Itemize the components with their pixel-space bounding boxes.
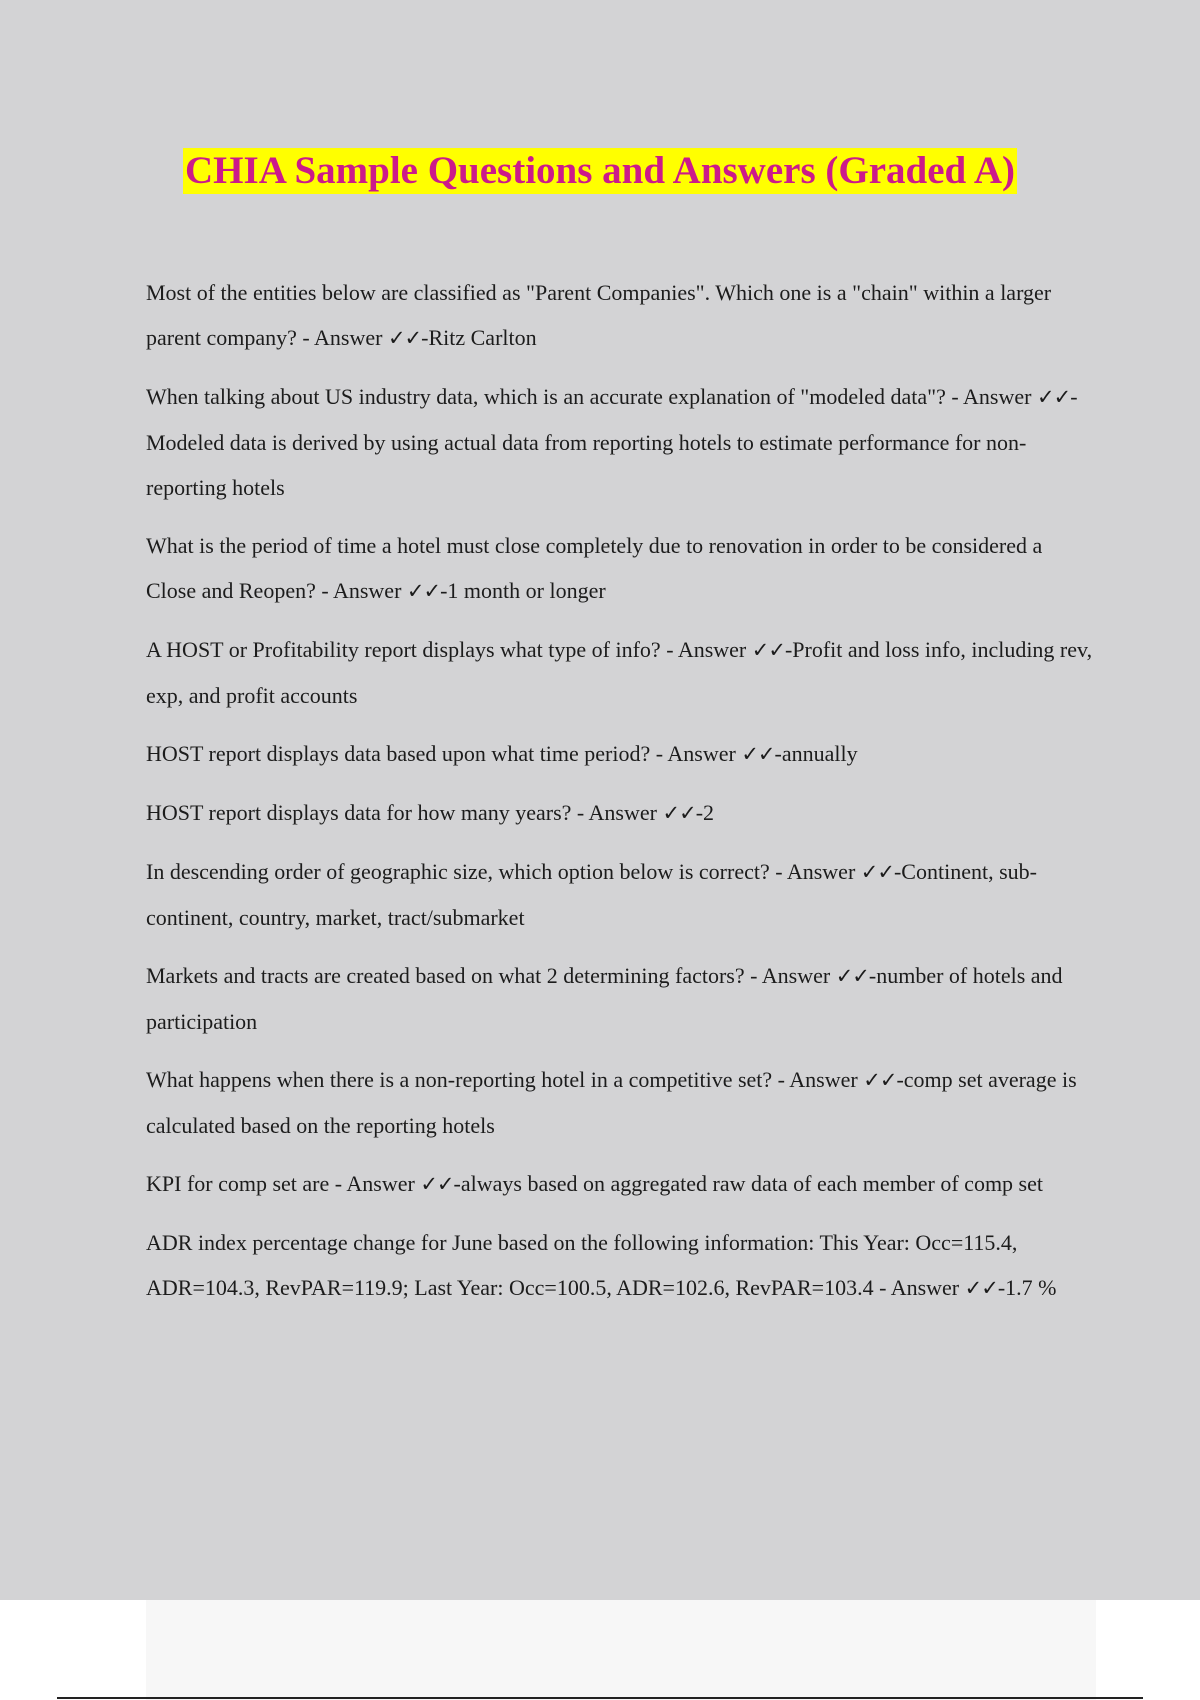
question-text: KPI for comp set are - xyxy=(146,1171,347,1196)
answer-text: -always based on aggregated raw data of each member of comp set xyxy=(453,1171,1043,1196)
qa-item xyxy=(146,790,1096,836)
answer-text: -annually xyxy=(774,741,858,766)
title-container xyxy=(0,148,1200,194)
answer-text: -1 month or longer xyxy=(440,578,606,603)
answer-text: -number of hotels and participation xyxy=(146,963,1063,1034)
answer-label: Answer xyxy=(677,637,747,662)
qa-item xyxy=(146,953,1096,1044)
qa-item xyxy=(146,1220,1096,1311)
qa-item xyxy=(146,374,1096,510)
answer-text: -1.7 % xyxy=(997,1275,1057,1300)
qa-item xyxy=(146,523,1096,614)
question-text: ADR index percentage change for June based on the following information: This Year: Occ=115.4, ADR=104.3, RevPAR=119.9; Last Year: Occ=100.5, ADR=102.6, RevPAR=103.4 - xyxy=(146,1230,1018,1300)
double-check-icon: ✓✓ xyxy=(863,1068,897,1092)
qa-list xyxy=(146,270,1096,1324)
answer-label: Answer xyxy=(963,384,1032,409)
question-text: In descending order of geographic size, which option below is correct? - xyxy=(146,859,787,884)
answer-text: -2 xyxy=(695,800,715,825)
question-text: A HOST or Profitability report displays what type of info? - xyxy=(146,637,678,662)
answer-text: -Modeled data is derived by using actual data from reporting hotels to estimate performance for non-reporting hotels xyxy=(146,384,1078,500)
answer-label: Answer xyxy=(890,1275,960,1300)
question-text: What is the period of time a hotel must close completely due to renovation in order to be considered a Close and Reopen? - xyxy=(146,533,1043,603)
answer-text: -Continent, sub-continent, country, market, tract/submarket xyxy=(146,859,1037,930)
double-check-icon: ✓✓ xyxy=(662,801,696,825)
question-text: Most of the entities below are classified as "Parent Companies". Which one is a "chain" within a larger parent company? - xyxy=(146,280,1052,350)
qa-item xyxy=(146,731,1096,777)
next-page-strip xyxy=(0,1600,1200,1700)
qa-item xyxy=(146,1057,1096,1148)
document-title: CHIA Sample Questions and Answers (Graded A) xyxy=(185,149,1015,192)
double-check-icon: ✓✓ xyxy=(1036,385,1071,409)
double-check-icon: ✓✓ xyxy=(835,964,869,988)
question-text: HOST report displays data for how many years? - xyxy=(146,800,589,825)
double-check-icon: ✓✓ xyxy=(964,1276,998,1300)
answer-text: -Ritz Carlton xyxy=(421,325,537,350)
answer-label: Answer xyxy=(789,1067,858,1092)
answer-label: Answer xyxy=(346,1171,415,1196)
answer-label: Answer xyxy=(667,741,736,766)
page-divider-line xyxy=(57,1697,1143,1699)
answer-text: -comp set average is calculated based on the reporting hotels xyxy=(146,1067,1077,1138)
answer-label: Answer xyxy=(332,578,402,603)
question-text: When talking about US industry data, which is an accurate explanation of "modeled data"? - xyxy=(146,384,964,409)
answer-label: Answer xyxy=(786,859,856,884)
qa-item xyxy=(146,849,1096,940)
double-check-icon: ✓✓ xyxy=(406,579,441,603)
question-text: HOST report displays data based upon what time period? - xyxy=(146,741,668,766)
answer-label: Answer xyxy=(588,800,657,825)
answer-label: Answer xyxy=(761,963,831,988)
answer-label: Answer xyxy=(314,325,383,350)
question-text: What happens when there is a non-reporting hotel in a competitive set? - xyxy=(146,1067,790,1092)
double-check-icon: ✓✓ xyxy=(751,638,785,662)
answer-text: -Profit and loss info, including rev, exp, and profit accounts xyxy=(146,637,1093,708)
double-check-icon: ✓✓ xyxy=(387,326,422,350)
qa-item xyxy=(146,627,1096,718)
qa-item xyxy=(146,1161,1096,1207)
double-check-icon: ✓✓ xyxy=(420,1172,454,1196)
question-text: Markets and tracts are created based on what 2 determining factors? - xyxy=(146,963,762,988)
double-check-icon: ✓✓ xyxy=(860,860,894,884)
next-page-content-area xyxy=(146,1600,1096,1700)
qa-item xyxy=(146,270,1096,361)
double-check-icon: ✓✓ xyxy=(741,742,775,766)
